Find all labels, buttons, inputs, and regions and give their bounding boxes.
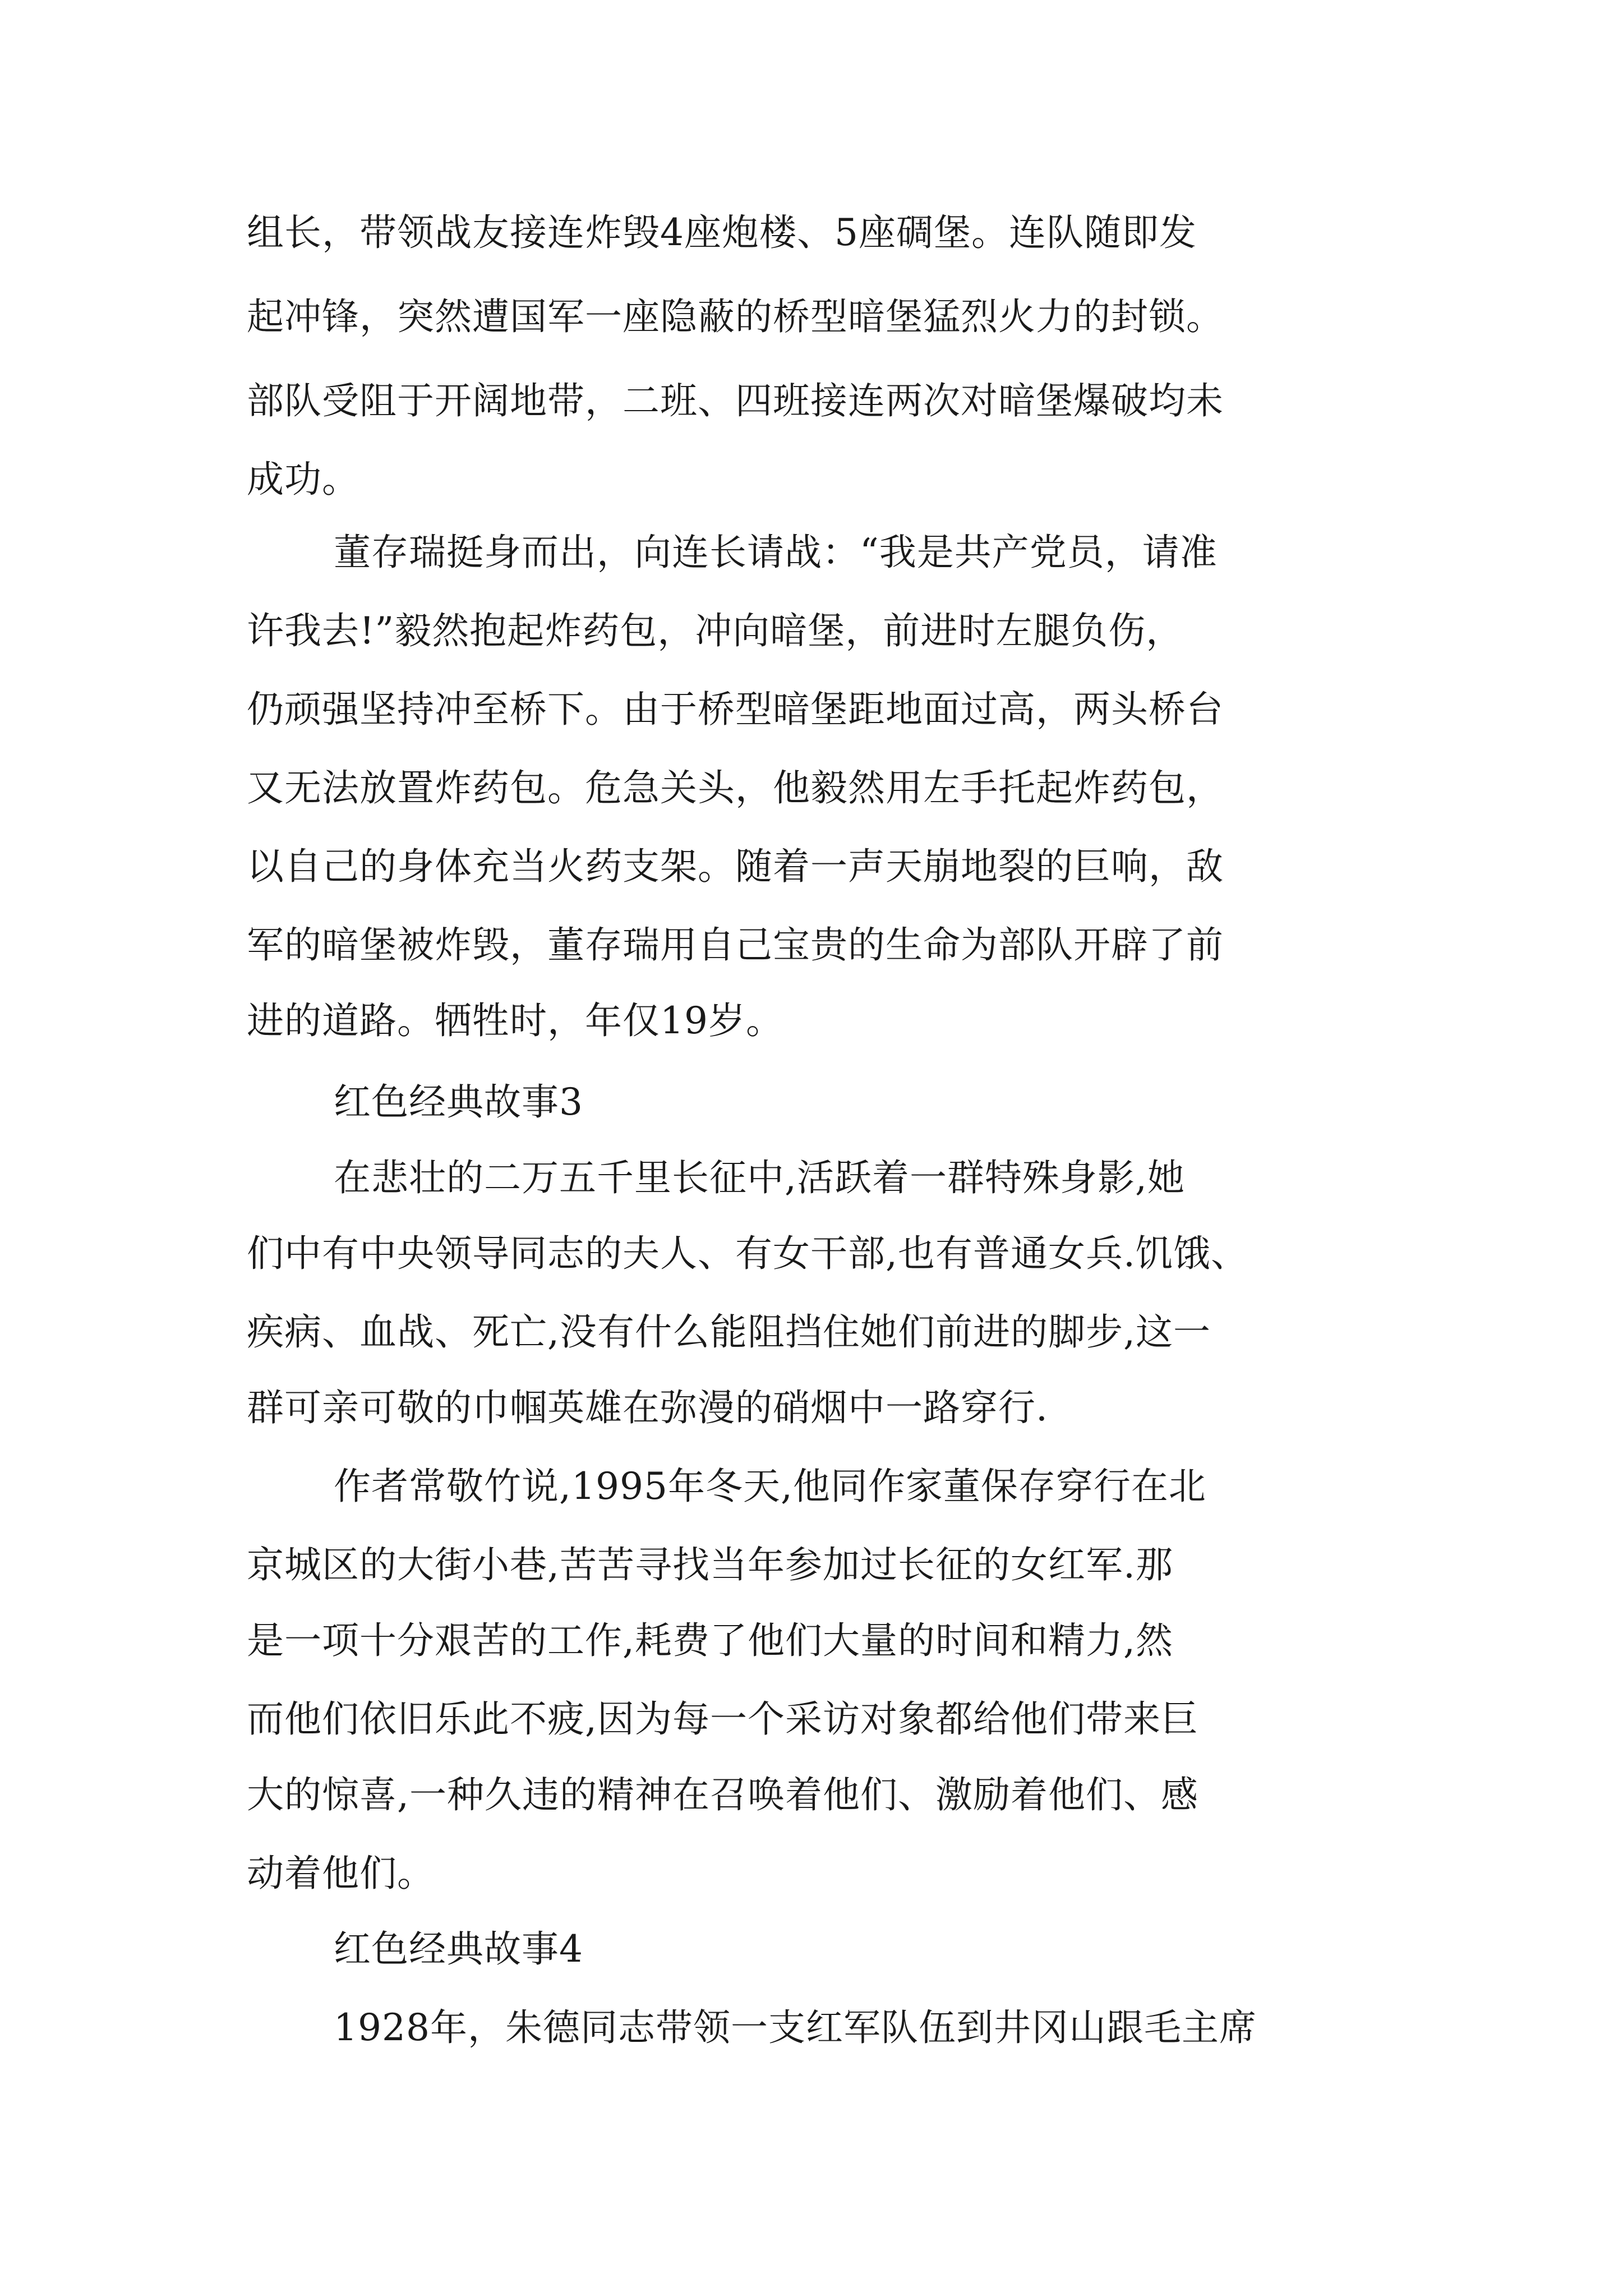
body-line: 进的道路。牺牲时，年仅19岁。 [247, 999, 783, 1042]
body-line: 在悲壮的二万五千里长征中,活跃着一群特殊身影,她 [334, 1156, 1185, 1199]
body-line: 大的惊喜,一种久违的精神在召唤着他们、激励着他们、感 [247, 1773, 1198, 1816]
section-heading: 红色经典故事3 [334, 1080, 583, 1124]
body-line: 疾病、血战、死亡,没有什么能阻挡住她们前进的脚步,这一 [247, 1310, 1211, 1354]
body-line: 许我去!”毅然抱起炸药包，冲向暗堡，前进时左腿负伤， [247, 609, 1184, 652]
body-line: 们中有中央领导同志的夫人、有女干部,也有普通女兵.饥饿、 [247, 1232, 1248, 1275]
body-line: 京城区的大街小巷,苦苦寻找当年参加过长征的女红军.那 [247, 1543, 1173, 1586]
body-line: 起冲锋，突然遭国军一座隐蔽的桥型暗堡猛烈火力的封锁。 [247, 295, 1224, 338]
body-line: 仍顽强坚持冲至桥下。由于桥型暗堡距地面过高，两头桥台 [247, 688, 1224, 731]
body-line: 群可亲可敬的巾帼英雄在弥漫的硝烟中一路穿行. [247, 1386, 1048, 1429]
body-line: 军的暗堡被炸毁，董存瑞用自己宝贵的生命为部队开辟了前 [247, 923, 1224, 967]
body-line: 董存瑞挺身而出，向连长请战：“我是共产党员，请准 [334, 531, 1218, 574]
section-heading: 红色经典故事4 [334, 1927, 583, 1971]
body-line: 而他们依旧乐此不疲,因为每一个采访对象都给他们带来巨 [247, 1697, 1198, 1741]
body-line: 1928年，朱德同志带领一支红军队伍到井冈山跟毛主席 [334, 2006, 1257, 2049]
body-line: 又无法放置炸药包。危急关头，他毅然用左手托起炸药包， [247, 766, 1224, 809]
body-line: 组长，带领战友接连炸毁4座炮楼、5座碉堡。连队随即发 [247, 211, 1197, 254]
body-line: 是一项十分艰苦的工作,耗费了他们大量的时间和精力,然 [247, 1619, 1173, 1662]
body-line: 成功。 [247, 458, 359, 501]
body-line: 作者常敬竹说,1995年冬天,他同作家董保存穿行在北 [334, 1465, 1206, 1508]
body-line: 部队受阻于开阔地带，二班、四班接连两次对暗堡爆破均未 [247, 379, 1224, 422]
body-line: 以自己的身体充当火药支架。随着一声天崩地裂的巨响，敌 [247, 845, 1224, 888]
body-line: 动着他们。 [247, 1852, 435, 1895]
